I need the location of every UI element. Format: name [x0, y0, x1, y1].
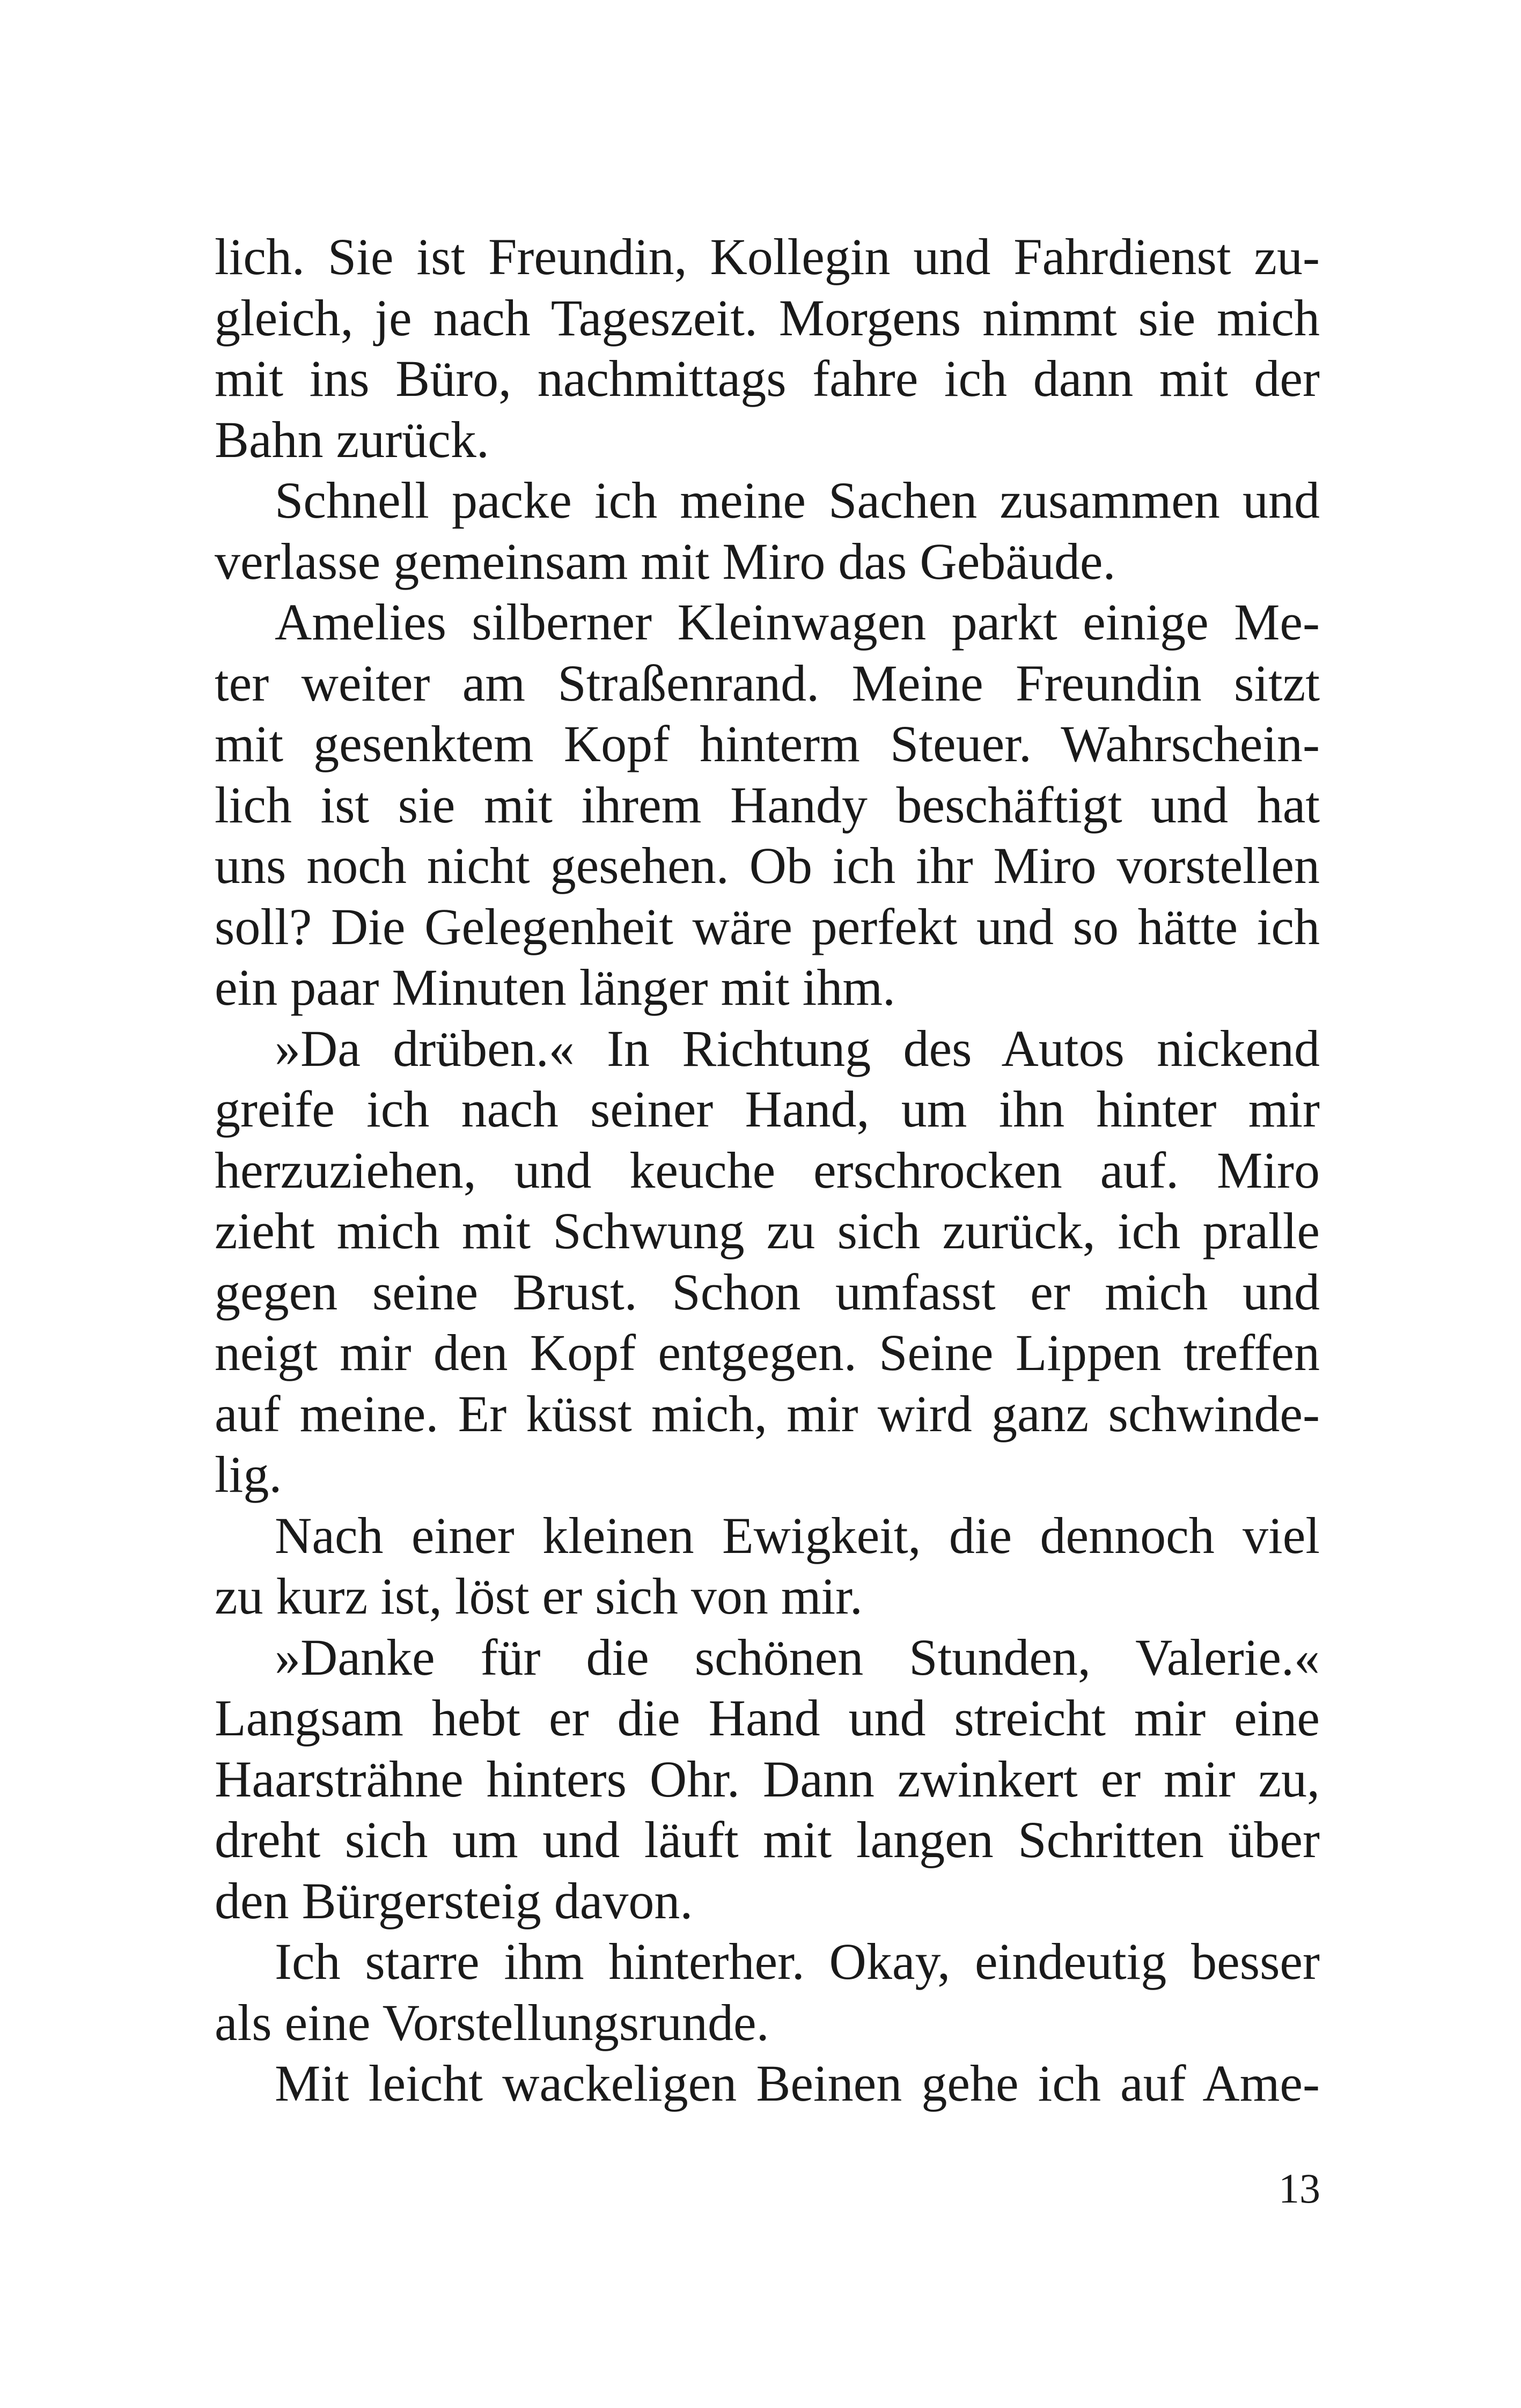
text-line: »Danke für die schönen Stunden, Valerie.«	[275, 1628, 1320, 1686]
text-line: den Bürgersteig davon.	[215, 1872, 693, 1930]
text-line: zieht mich mit Schwung zu sich zurück, ich pralle	[215, 1202, 1320, 1260]
text-line: »Da drüben.« In Richtung des Autos nickend	[275, 1019, 1320, 1077]
text-line: Bahn zurück.	[215, 410, 489, 468]
text-line: ter weiter am Straßenrand. Meine Freundin sitzt	[215, 654, 1320, 712]
text-line: Langsam hebt er die Hand und streicht mir eine	[215, 1689, 1320, 1747]
text-line: lich ist sie mit ihrem Handy beschäftigt und hat	[215, 776, 1320, 834]
text-line: neigt mir den Kopf entgegen. Seine Lippen treffen	[215, 1324, 1320, 1381]
text-line: Haarsträhne hinters Ohr. Dann zwinkert er mir zu,	[215, 1750, 1320, 1808]
text-line: Amelies silberner Kleinwagen parkt einige Me-	[275, 593, 1320, 651]
text-line: Ich starre ihm hinterher. Okay, eindeutig besser	[275, 1933, 1320, 1990]
text-line: ein paar Minuten länger mit ihm.	[215, 959, 895, 1016]
text-line: auf meine. Er küsst mich, mir wird ganz schwinde-	[215, 1385, 1320, 1442]
page-number: 13	[1278, 2165, 1320, 2212]
text-line: Schnell packe ich meine Sachen zusammen und	[275, 472, 1320, 529]
text-line: lig.	[215, 1446, 282, 1503]
text-line: soll? Die Gelegenheit wäre perfekt und so hätte ich	[215, 897, 1320, 955]
text-line: als eine Vorstellungsrunde.	[215, 1993, 769, 2051]
text-line: uns noch nicht gesehen. Ob ich ihr Miro vorstellen	[215, 837, 1320, 894]
text-line: Nach einer kleinen Ewigkeit, die dennoch viel	[275, 1506, 1320, 1564]
text-line: gleich, je nach Tageszeit. Morgens nimmt sie mich	[215, 289, 1320, 347]
text-line: greife ich nach seiner Hand, um ihn hinter mir	[215, 1080, 1320, 1138]
body-text	[215, 226, 1320, 2114]
text-line: lich. Sie ist Freundin, Kollegin und Fahrdienst zu-	[215, 228, 1320, 285]
text-line: Mit leicht wackeligen Beinen gehe ich auf Ame-	[275, 2054, 1320, 2112]
text-line: dreht sich um und läuft mit langen Schritten über	[215, 1811, 1320, 1868]
text-line: gegen seine Brust. Schon umfasst er mich und	[215, 1263, 1320, 1321]
text-line: mit gesenktem Kopf hinterm Steuer. Wahrschein-	[215, 715, 1320, 772]
text-line: mit ins Büro, nachmittags fahre ich dann mit der	[215, 350, 1320, 407]
text-line: verlasse gemeinsam mit Miro das Gebäude.	[215, 532, 1116, 590]
text-line: herzuziehen, und keuche erschrocken auf. Miro	[215, 1141, 1320, 1199]
text-line: zu kurz ist, löst er sich von mir.	[215, 1567, 863, 1625]
